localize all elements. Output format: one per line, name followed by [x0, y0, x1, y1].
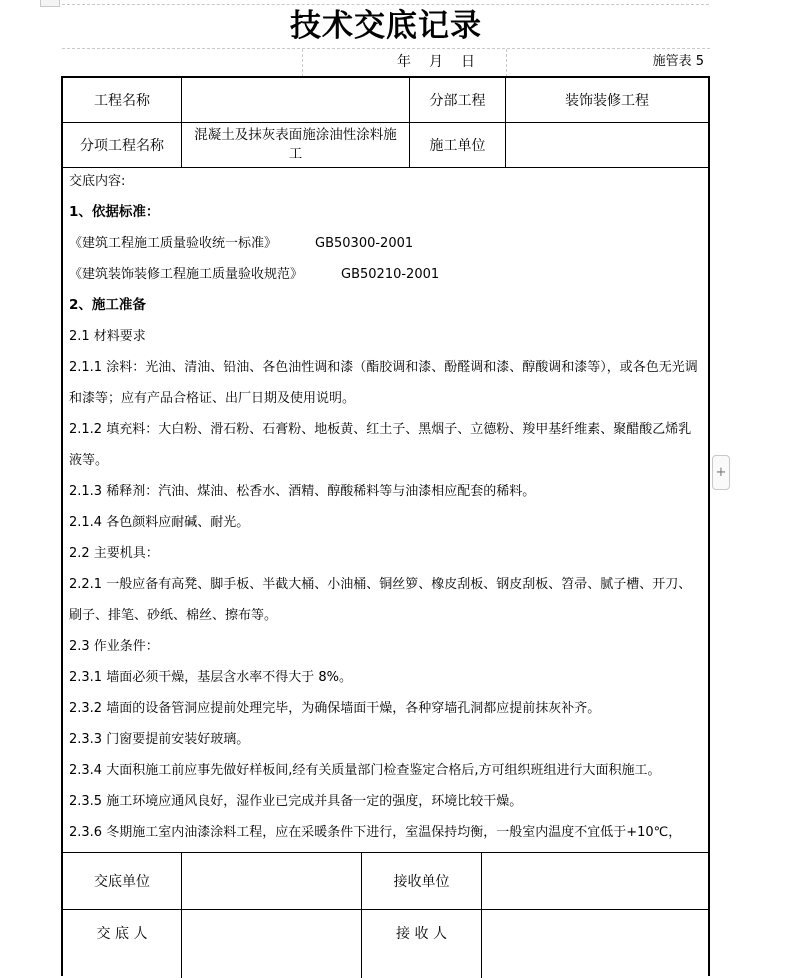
- content-line: [69, 724, 702, 755]
- content-line-text: 《建筑装饰装修工程施工质量验收规范》: [69, 267, 304, 282]
- handover-person-label: 交 底 人: [63, 909, 182, 978]
- receiver-unit-label: 接收单位: [362, 853, 482, 909]
- expand-panel-button[interactable]: [712, 455, 730, 490]
- content-line-text: 2.1.3 稀释剂：汽油、煤油、松香水、酒精、醇酸稀料等与油漆相应配套的稀料。: [69, 484, 536, 499]
- header-row-1: [63, 78, 708, 123]
- content-intro-label: 交底内容:: [69, 174, 126, 189]
- content-line-text: 2.3.5 施工环境应通风良好，湿作业已完成并具备一定的强度，环境比较干燥。: [69, 794, 523, 809]
- content-line: [69, 817, 702, 848]
- content-line-text: 2.1 材料要求: [69, 329, 146, 344]
- receiver-unit-value[interactable]: [482, 853, 708, 909]
- content-line: [69, 755, 702, 786]
- content-line-text: 2.2 主要机具：: [69, 546, 159, 561]
- plus-icon: +: [715, 465, 727, 480]
- content-line-text: 2、施工准备: [69, 297, 146, 313]
- content-line: [69, 228, 702, 259]
- header-row-2: [63, 122, 708, 168]
- content-line: [69, 414, 702, 476]
- content-line: [69, 507, 702, 538]
- content-line-text: 2.3.6 冬期施工室内油漆涂料工程，应在采暖条件下进行，室温保持均衡，一般室内温度不宜低于+10℃，: [69, 825, 682, 840]
- content-heading: [69, 197, 702, 228]
- content-line-text: 2.3.3 门窗要提前安装好玻璃。: [69, 732, 250, 747]
- content-line-text: 《建筑工程施工质量验收统一标准》: [69, 236, 278, 251]
- subitem-value[interactable]: 混凝土及抹灰表面施涂油性涂料施工: [182, 122, 410, 167]
- content-line-text: 2.1.1 涂料：光油、清油、铅油、各色油性调和漆（酯胶调和漆、酚醛调和漆、醇酸调和漆等），或各色无光调和漆等；应有产品合格证、出厂日期及使用说明。: [69, 360, 698, 406]
- standard-code: GB50300-2001: [315, 236, 414, 251]
- content-line-text: 2.3.2 墙面的设备管洞应提前处理完毕，为确保墙面干燥，各种穿墙孔洞都应提前抹灰补齐。: [69, 701, 601, 716]
- content-line-text: 2.3.1 墙面必须干燥，基层含水率不得大于 8%。: [69, 670, 352, 685]
- division-value[interactable]: 装饰装修工程: [565, 93, 649, 109]
- footer-row-2: [63, 909, 708, 978]
- content-line: [69, 786, 702, 817]
- handover-unit-label: 交底单位: [63, 853, 182, 909]
- construction-unit-label: 施工单位: [410, 122, 506, 167]
- receiver-person-label: 接 收 人: [362, 909, 482, 978]
- project-name-label: 工程名称: [63, 78, 182, 122]
- handover-unit-value[interactable]: [182, 853, 362, 909]
- content-line: [69, 352, 702, 414]
- content-line-text: 2.3 作业条件：: [69, 639, 159, 654]
- content-line-text: 1、依据标准：: [69, 204, 160, 220]
- form-number: 施管表 5: [652, 54, 704, 69]
- content-line: [69, 259, 702, 290]
- content-line-text: 2.1.4 各色颜料应耐碱、耐光。: [69, 515, 250, 530]
- receiver-person-value[interactable]: [482, 909, 708, 978]
- table-move-handle[interactable]: [40, 0, 60, 7]
- date-row: [62, 48, 710, 77]
- construction-unit-value[interactable]: [506, 122, 708, 167]
- footer-row-1: [63, 853, 708, 910]
- content-line: [69, 631, 702, 662]
- content-line-text: 2.2.1 一般应备有高凳、脚手板、半截大桶、小油桶、铜丝箩、橡皮刮板、钢皮刮板、笤帚、腻子槽、开刀、刷子、排笔、砂纸、棉丝、擦布等。: [69, 577, 692, 623]
- content-line: [69, 693, 702, 724]
- division-label: 分部工程: [410, 78, 506, 122]
- document-title: 技术交底记录: [290, 8, 482, 44]
- project-name-value[interactable]: [182, 78, 410, 122]
- content-line: [69, 321, 702, 352]
- subitem-label: 分项工程名称: [63, 122, 182, 167]
- content-line-text: 2.3.4 大面积施工前应事先做好样板间,经有关质量部门检查鉴定合格后,方可组织班组进行大面积施工。: [69, 763, 661, 778]
- date-line: 年 月 日: [397, 54, 477, 70]
- content-lines: [69, 197, 702, 848]
- content-line: [69, 662, 702, 693]
- handover-content[interactable]: [63, 167, 708, 853]
- record-table: [61, 76, 710, 976]
- standard-code: GB50210-2001: [341, 267, 440, 282]
- date-divider: [302, 49, 303, 77]
- content-line: [69, 538, 702, 569]
- handover-person-value[interactable]: [182, 909, 362, 978]
- content-line: [69, 476, 702, 507]
- content-line: [69, 569, 702, 631]
- content-line-text: 2.1.2 填充料：大白粉、滑石粉、石膏粉、地板黄、红土子、黑烟子、立德粉、羧甲基纤维素、聚醋酸乙烯乳液等。: [69, 422, 692, 468]
- content-heading: [69, 290, 702, 321]
